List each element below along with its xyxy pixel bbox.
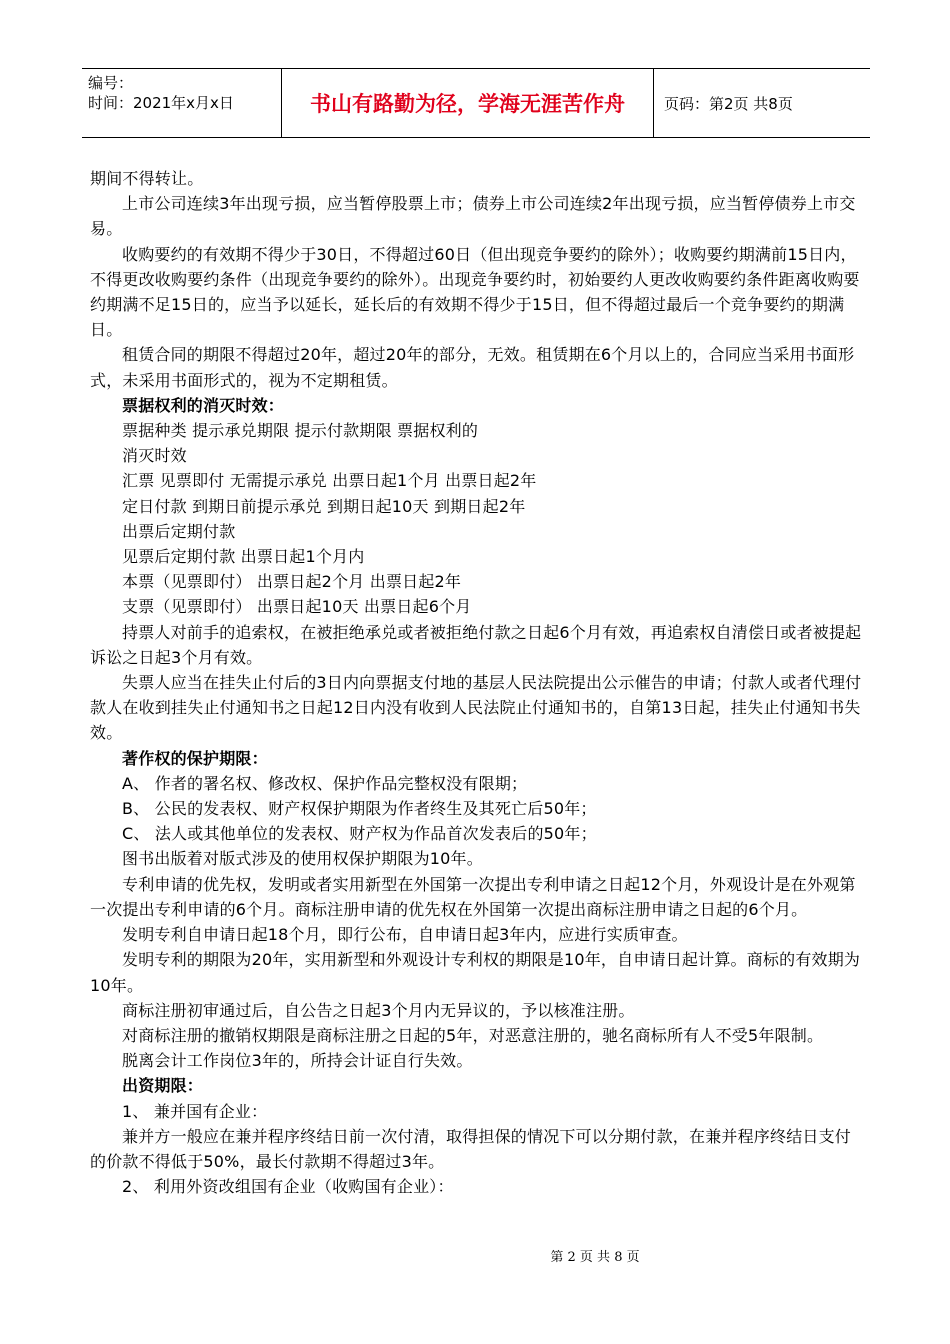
page-footer: 第 2 页 共 8 页 bbox=[550, 1250, 640, 1265]
section-heading: 出资期限： bbox=[122, 1076, 204, 1096]
header-page-info: 页码：第2页 共8页 bbox=[664, 94, 793, 113]
header-time-label: 时间：2021年x月x日 bbox=[88, 94, 234, 112]
paragraph: 发明专利自申请日起18个月，即行公布，自申请日起3年内，应进行实质审查。 bbox=[122, 925, 688, 945]
paragraph: 图书出版着对版式涉及的使用权保护期限为10年。 bbox=[122, 849, 483, 869]
paragraph: 支票（见票即付） 出票日起10天 出票日起6个月 bbox=[122, 597, 472, 617]
paragraph: 汇票 见票即付 无需提示承兑 出票日起1个月 出票日起2年 bbox=[122, 471, 537, 491]
paragraph: 脱离会计工作岗位3年的，所持会计证自行失效。 bbox=[122, 1051, 473, 1071]
paragraph: 期间不得转让。 bbox=[90, 169, 204, 188]
paragraph: 票据种类 提示承兑期限 提示付款期限 票据权利的 bbox=[122, 421, 479, 441]
paragraph: 发明专利的期限为20年，实用新型和外观设计专利权的期限是10年，自申请日起计算。商标的有效期为10年。 bbox=[90, 950, 861, 995]
paragraph: 专利申请的优先权，发明或者实用新型在外国第一次提出专利申请之日起12个月，外观设计是在外观第一次提出专利申请的6个月。商标注册申请的优先权在外国第一次提出商标注册申请之日起的6个月。 bbox=[90, 874, 856, 919]
paragraph: 出票后定期付款 bbox=[122, 521, 236, 541]
paragraph: 对商标注册的撤销权期限是商标注册之日起的5年，对恶意注册的，驰名商标所有人不受5年限制。 bbox=[122, 1025, 824, 1045]
paragraph: 失票人应当在挂失止付后的3日内向票据支付地的基层人民法院提出公示催告的申请；付款人或者代理付款人在收到挂失止付通知书之日起12日内没有收到人民法院止付通知书的，自第13日起，挂失止付通知书失效。 bbox=[90, 673, 862, 743]
paragraph: B、 公民的发表权、财产权保护期限为作者终生及其死亡后50年； bbox=[122, 799, 597, 819]
paragraph: 本票（见票即付） 出票日起2个月 出票日起2年 bbox=[122, 572, 462, 592]
header-motto: 书山有路勤为径，学海无涯苦作舟 bbox=[282, 69, 654, 137]
page-header bbox=[82, 68, 870, 138]
paragraph: 上市公司连续3年出现亏损，应当暂停股票上市；债券上市公司连续2年出现亏损，应当暂停债券上市交易。 bbox=[90, 194, 856, 239]
paragraph: 租赁合同的期限不得超过20年，超过20年的部分，无效。租赁期在6个月以上的，合同应当采用书面形式，未采用书面形式的，视为不定期租赁。 bbox=[90, 345, 855, 390]
paragraph: 消灭时效 bbox=[122, 446, 187, 466]
header-number-label: 编号： bbox=[88, 74, 134, 92]
header-meta bbox=[82, 69, 282, 137]
paragraph: C、 法人或其他单位的发表权、财产权为作品首次发表后的50年； bbox=[122, 824, 597, 844]
document-body bbox=[90, 166, 862, 1199]
section-heading: 票据权利的消灭时效： bbox=[122, 395, 285, 415]
paragraph: 兼并方一般应在兼并程序终结日前一次付清，取得担保的情况下可以分期付款，在兼并程序终结日支付的价款不得低于50%，最长付款期不得超过3年。 bbox=[90, 1126, 852, 1171]
paragraph: 持票人对前手的追索权，在被拒绝承兑或者被拒绝付款之日起6个月有效，再追索权自清偿日或者被提起诉讼之日起3个月有效。 bbox=[90, 622, 862, 667]
paragraph: 收购要约的有效期不得少于30日，不得超过60日（但出现竞争要约的除外）；收购要约期满前15日内，不得更改收购要约条件（出现竞争要约的除外）。出现竞争要约时，初始要约人更改收购要约条件距离收购要约期满不足15日的，应当予以延长，延长后的有效期不得少于15日，但不得超过最后一个竞争要约的期满日。 bbox=[90, 244, 860, 340]
paragraph: 商标注册初审通过后，自公告之日起3个月内无异议的，予以核准注册。 bbox=[122, 1000, 635, 1020]
paragraph: 1、 兼并国有企业： bbox=[122, 1101, 268, 1121]
paragraph: A、 作者的署名权、修改权、保护作品完整权没有限期； bbox=[122, 773, 528, 793]
section-heading: 著作权的保护期限： bbox=[122, 748, 268, 768]
paragraph: 定日付款 到期日前提示承兑 到期日起10天 到期日起2年 bbox=[122, 496, 526, 516]
paragraph: 见票后定期付款 出票日起1个月内 bbox=[122, 547, 365, 567]
paragraph: 2、 利用外资改组国有企业（收购国有企业）： bbox=[122, 1177, 454, 1197]
